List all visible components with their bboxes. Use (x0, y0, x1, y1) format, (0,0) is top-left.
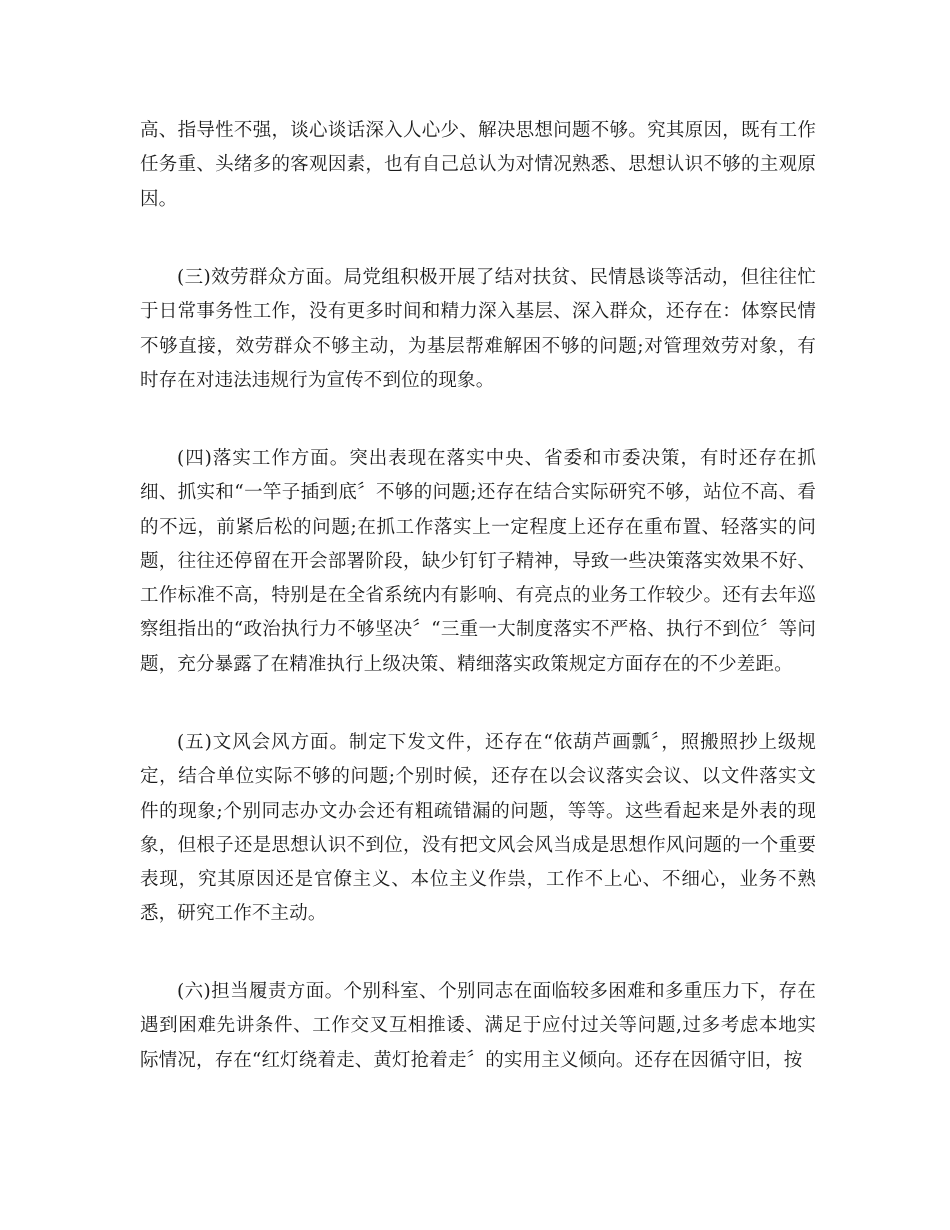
paragraph-writing-and-meeting-style: (五)文风会风方面。制定下发文件，还存在“依葫芦画瓢〞，照搬照抄上级规定，结合单位实际不够的问题;个别时候，还存在以会议落实会议、以文件落实文件的现象;个别同志办文办会还有粗疏错漏的问题，等等。这些看起来是外表的现象，但根子还是思想认识不到位，没有把文风会风当成是思想作风问题的一个重要表现，究其原因还是官僚主义、本位主义作祟，工作不上心、不细心，业务不熟悉，研究工作不主动。 (140, 732, 816, 925)
paragraph-implementation: (四)落实工作方面。突出表现在落实中央、省委和市委决策，有时还存在抓细、抓实和“一竿子插到底〞不够的问题;还存在结合实际研究不够，站位不高、看的不远，前紧后松的问题;在抓工作落实上一定程度上还存在重布置、轻落实的问题，往往还停留在开会部署阶段，缺少钉钉子精神，导致一些决策落实效果不好、工作标准不高，特别是在全省系统内有影响、有亮点的业务工作较少。还有去年巡察组指出的“政治执行力不够坚决〞“三重一大制度落实不严格、执行不到位〞等问题，充分暴露了在精准执行上级决策、精细落实政策规定方面存在的不少差距。 (140, 448, 816, 675)
paragraph-responsibility: (六)担当履责方面。个别科室、个别同志在面临较多困难和多重压力下，存在遇到困难先讲条件、工作交叉互相推诿、满足于应付过关等问题,过多考虑本地实际情况，存在“红灯绕着走、黄灯抢着走〞的实用主义倾向。还存在因循守旧，按 (140, 981, 816, 1071)
paragraph-continuation: 高、指导性不强，谈心谈话深入人心少、解决思想问题不够。究其原因，既有工作任务重、头绪多的客观因素，也有自己总认为对情况熟悉、思想认识不够的主观原因。 (140, 120, 816, 210)
paragraph-serving-the-masses: (三)效劳群众方面。局党组积极开展了结对扶贫、民情恳谈等活动，但往往忙于日常事务性工作，没有更多时间和精力深入基层、深入群众，还存在：体察民情不够直接，效劳群众不够主动，为基层帮难解困不够的问题;对管理效劳对象，有时存在对违法违规行为宣传不到位的现象。 (140, 267, 816, 391)
